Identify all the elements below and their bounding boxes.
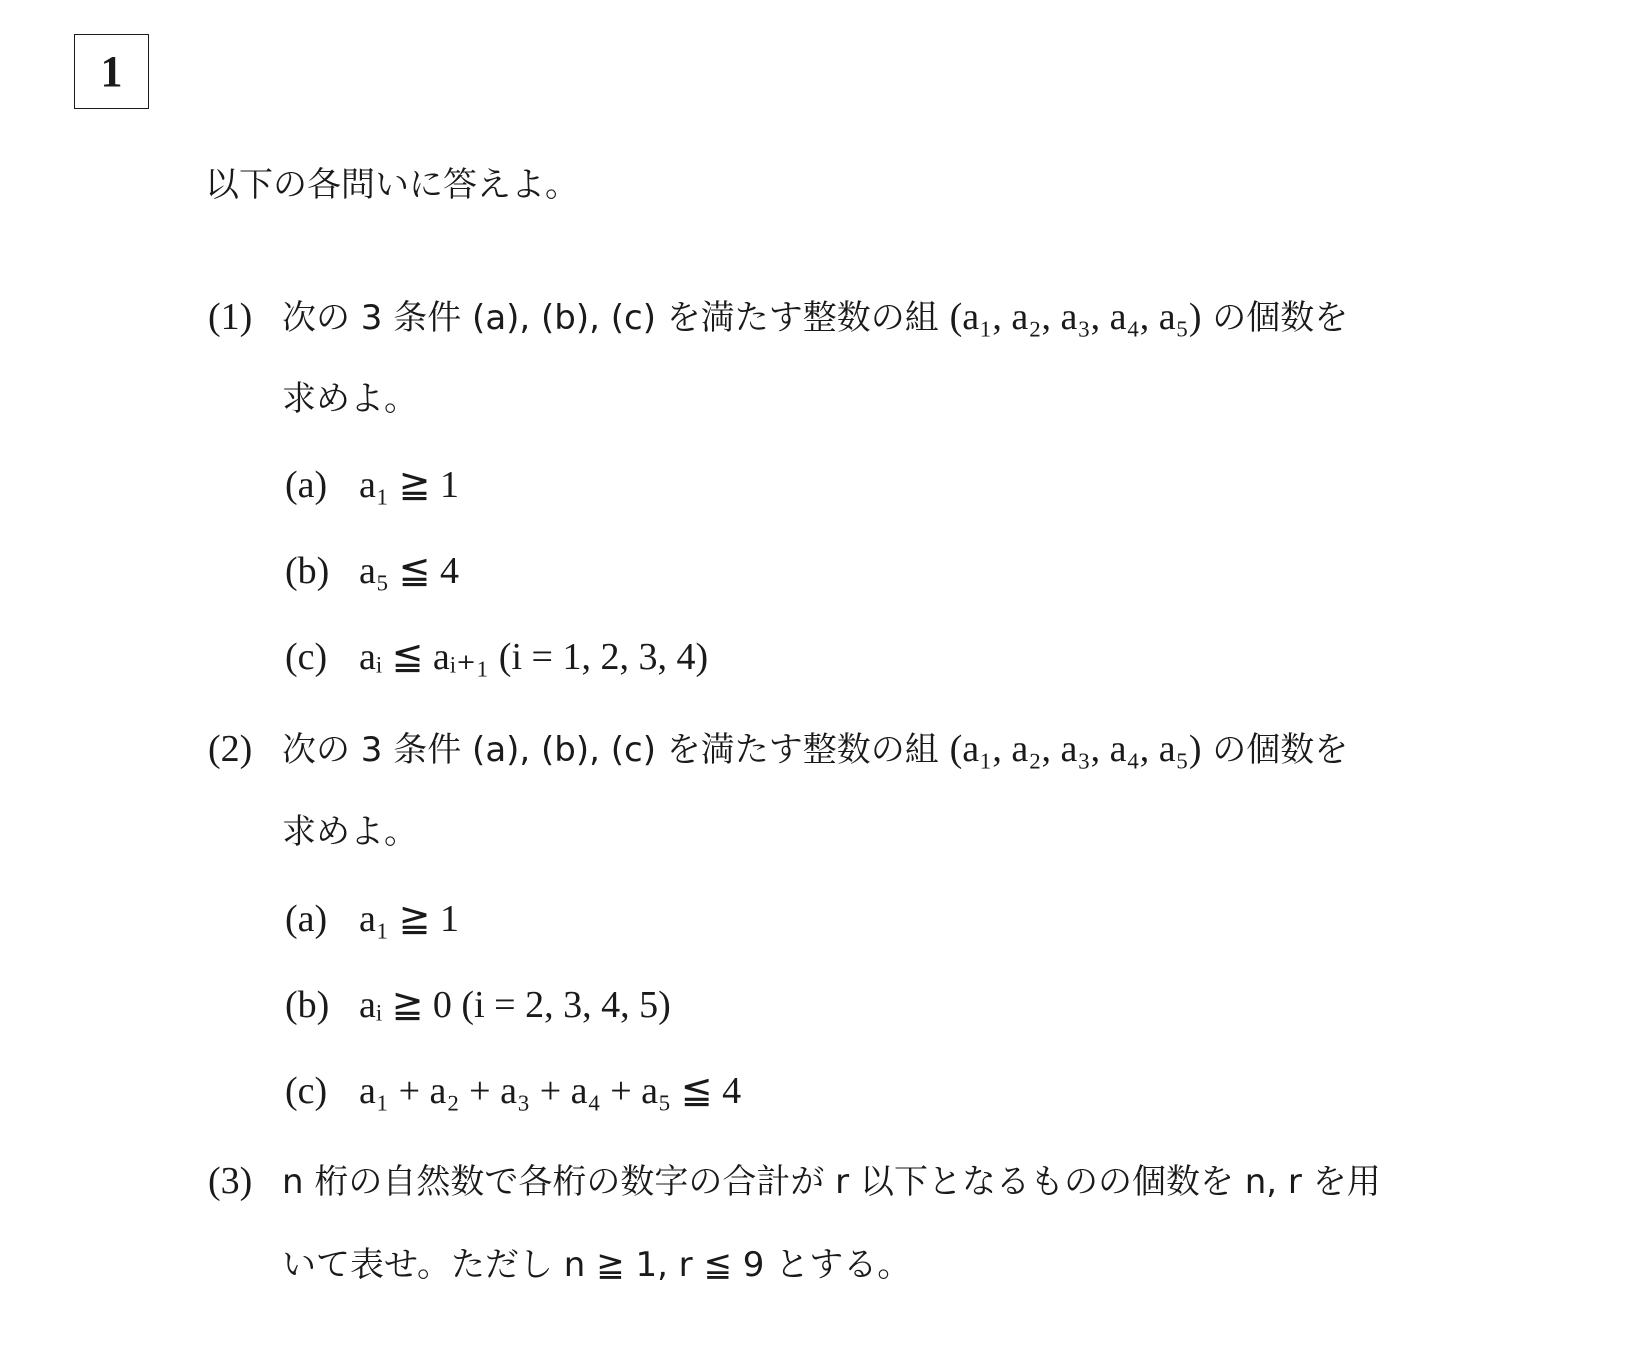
- part-1-text-b: の個数を: [1201, 298, 1349, 338]
- condition-label: (c): [285, 636, 328, 678]
- part-2-text-a: 次の 3 条件 (a), (b), (c) を満たす整数の組: [282, 730, 950, 770]
- part-1-condition-c: [285, 638, 708, 676]
- part-1-condition-a: [285, 466, 459, 504]
- part-2-condition-a: [285, 900, 459, 938]
- condition-expr: a₅ ≦ 4: [359, 550, 459, 592]
- part-1-condition-b: [285, 552, 459, 590]
- condition-expr: a₁ + a₂ + a₃ + a₄ + a₅ ≦ 4: [359, 1070, 742, 1112]
- part-1-text-a: 次の 3 条件 (a), (b), (c) を満たす整数の組: [282, 298, 950, 338]
- condition-expr: aᵢ ≧ 0 (i = 2, 3, 4, 5): [359, 984, 671, 1026]
- part-3-line-2: いて表せ。ただし n ≧ 1, r ≦ 9 とする。: [282, 1245, 912, 1285]
- condition-label: (b): [285, 984, 330, 1026]
- part-2-text-b: の個数を: [1201, 730, 1349, 770]
- condition-label: (c): [285, 1070, 328, 1112]
- part-3-line-1: [208, 1162, 1381, 1200]
- condition-expr: a₁ ≧ 1: [359, 464, 459, 506]
- part-1-tuple: (a₁, a₂, a₃, a₄, a₅): [949, 296, 1202, 338]
- part-label: (1): [208, 296, 253, 338]
- part-3-text-1: n 桁の自然数で各桁の数字の合計が r 以下となるものの個数を n, r を用: [282, 1162, 1381, 1202]
- condition-label: (a): [285, 464, 328, 506]
- part-2-line-2: 求めよ。: [282, 812, 418, 852]
- part-1-line-2: 求めよ。: [282, 379, 418, 419]
- problem-number: 1: [74, 34, 149, 109]
- part-2-line-1: [208, 730, 1348, 768]
- part-2-tuple: (a₁, a₂, a₃, a₄, a₅): [949, 728, 1202, 770]
- part-label: (2): [208, 728, 253, 770]
- part-2-condition-c: [285, 1072, 741, 1110]
- problem-intro: 以下の各問いに答えよ。: [205, 165, 579, 205]
- part-1-line-1: [208, 298, 1348, 336]
- part-label: (3): [208, 1160, 253, 1202]
- condition-expr: a₁ ≧ 1: [359, 898, 459, 940]
- part-2-condition-b: [285, 986, 671, 1024]
- condition-expr: aᵢ ≦ aᵢ₊₁ (i = 1, 2, 3, 4): [359, 636, 709, 678]
- condition-label: (a): [285, 898, 328, 940]
- condition-label: (b): [285, 550, 330, 592]
